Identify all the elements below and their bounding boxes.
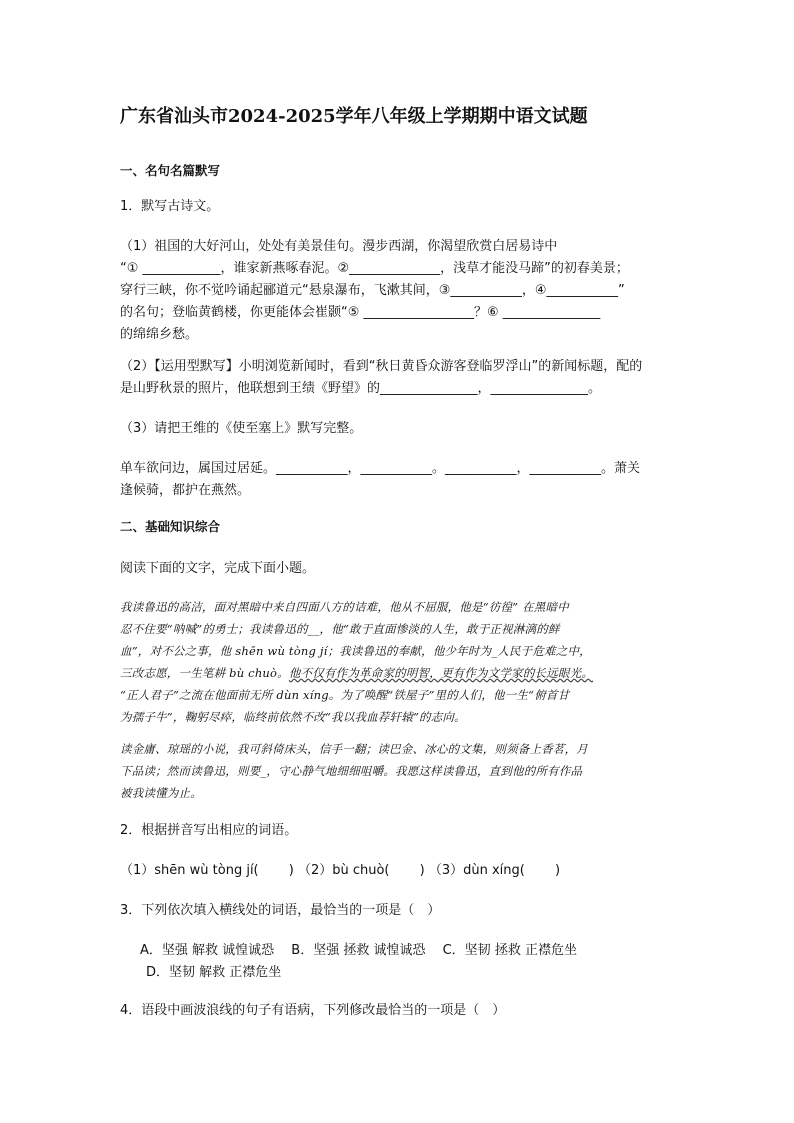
- question-2-items: （1）shēn wù tòng jí( ) （2）bù chuò( ) （3）dùn xíng( ): [120, 863, 561, 878]
- text-line: 的名句；登临黄鹤楼，你更能体会崔颢“⑤ _________________？⑥ _______________: [120, 305, 601, 320]
- passage-text: 三改志愿，一生笔耕 bù chuò。: [120, 666, 289, 680]
- passage-line: 我读鲁迅的高洁，面对黑暗中来自四面八方的诘难，他从不屈服，他是“彷徨” 在黑暗中: [120, 600, 569, 614]
- section1-heading: 一、名句名篇默写: [120, 163, 221, 178]
- passage-line: 忍不住要“呐喊”的勇士；我读鲁迅的__，他“敢于直面惨淡的人生，敢于正视淋漓的鲜: [120, 622, 560, 636]
- passage-line: “正人君子”之流在他面前无所 dùn xíng。为了唤醒“铁屋子”里的人们，他一生“俯首甘: [120, 688, 570, 702]
- options-line: A．坚强 解救 诚惶诚恐 B．坚强 拯救 诚惶诚恐 C．坚韧 拯救 正襟危坐: [140, 943, 577, 958]
- reading-passage-1: [120, 596, 680, 728]
- passage-line: 读金庸、琼瑶的小说，我可斜倚床头，信手一翻；读巴金、冰心的文集，则须备上香茗，月: [120, 742, 588, 756]
- question-4: 4．语段中画波浪线的句子有语病，下列修改最恰当的一项是（ ）: [120, 1003, 506, 1018]
- text-line: （1）祖国的大好河山，处处有美景佳句。漫步西湖，你渴望欣赏白居易诗中: [120, 239, 558, 254]
- text-line: 的绵绵乡愁。: [120, 327, 199, 342]
- text-line: 穿行三峡，你不觉吟诵起郦道元“悬泉瀑布，飞漱其间，③___________，④___________”: [120, 283, 625, 298]
- wavy-underlined-sentence: 他不仅有作为革命家的明智，更有作为文学家的长远眼光。: [288, 666, 594, 680]
- passage-line: 下品读；然而读鲁迅，则要_，守心静气地细细咀嚼。我愿这样读鲁迅，直到他的所有作品: [120, 764, 583, 778]
- question-1-3-answer: [120, 458, 680, 502]
- page-title: 广东省汕头市2024-2025学年八年级上学期期中语文试题: [120, 106, 588, 127]
- text-line: 单车欲问边，属国过居延。___________，___________。___________，___________。萧关: [120, 461, 641, 476]
- text-line: 是山野秋景的照片，他联想到王绩《野望》的_______________，_______________。: [120, 381, 602, 396]
- question-3-options: [140, 940, 680, 984]
- passage-line: 为孺子牛”，鞠躬尽瘁，临终前依然不改“我以我血荐轩辕”的志向。: [120, 710, 466, 724]
- reading-intro: 阅读下面的文字，完成下面小题。: [120, 561, 316, 576]
- passage-line: 血”，对不公之事，他 shēn wù tòng jí；我读鲁迅的奉献，他少年时为_人民于危难之中，: [120, 644, 591, 658]
- question-1-2: [120, 356, 680, 400]
- text-line: 逢候骑，都护在燕然。: [120, 483, 251, 498]
- question-1-3: （3）请把王维的《使至塞上》默写完整。: [120, 421, 363, 436]
- question-1-1: [120, 236, 680, 346]
- passage-line: [120, 662, 680, 684]
- question-3: 3．下列依次填入横线处的词语，最恰当的一项是（ ）: [120, 903, 441, 918]
- reading-passage-2: [120, 738, 680, 804]
- question-1-stem: 1．默写古诗文。: [120, 199, 220, 214]
- question-2: 2．根据拼音写出相应的词语。: [120, 823, 298, 838]
- passage-line: 被我读懂为止。: [120, 786, 202, 800]
- section2-heading: 二、基础知识综合: [120, 519, 221, 534]
- options-line: D．坚韧 解救 正襟危坐: [146, 965, 282, 980]
- text-line: （2）【运用型默写】小明浏览新闻时，看到“秋日黄昏众游客登临罗浮山”的新闻标题，配的: [120, 359, 643, 374]
- text-line: “① ____________，谁家新燕啄春泥。②______________，浅草才能没马蹄”的初春美景；: [120, 261, 629, 276]
